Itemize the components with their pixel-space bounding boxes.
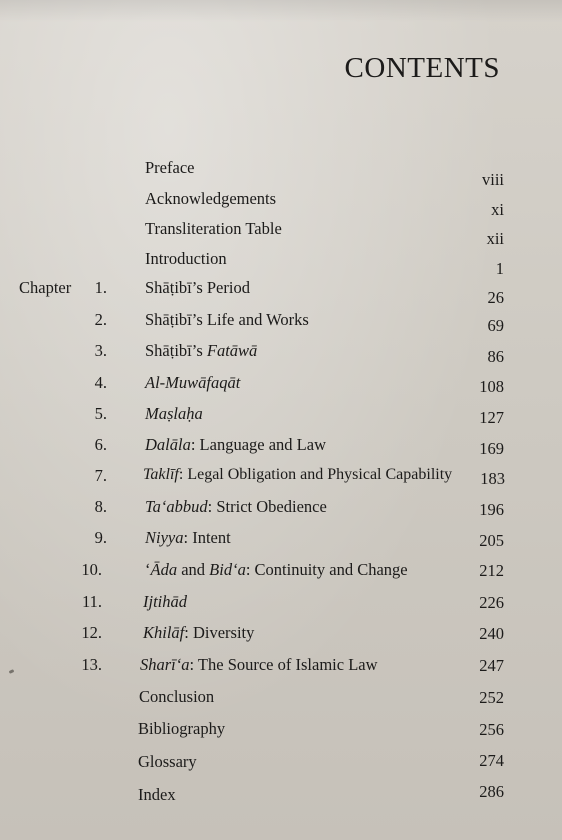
toc-entry-page: 108	[479, 377, 504, 396]
toc-entry-chapter-2	[0, 310, 562, 336]
toc-entry-chapter-12	[0, 623, 562, 649]
toc-entry-label: Shāṭibī’s Life and Works	[145, 310, 309, 329]
toc-entry-label-italic: Ijtihād	[143, 592, 187, 611]
toc-entry-label-italic: Bid‘a	[209, 560, 246, 579]
toc-entry-label: Conclusion	[139, 687, 215, 706]
toc-entry-chapter-6	[0, 435, 562, 461]
toc-entry-transliteration-table	[0, 219, 562, 248]
toc-entry-number: 7.	[94, 466, 107, 485]
toc-entry-chapter-11	[0, 592, 562, 618]
toc-entry-label	[143, 592, 187, 612]
toc-entry-label-text: : Diversity	[184, 623, 255, 642]
toc-entry-label-italic: Maṣlaḥa	[145, 404, 203, 423]
toc-entry-page: 212	[479, 561, 504, 580]
toc-entry-bibliography	[0, 719, 562, 745]
toc-entry-label-italic: Khilāf	[143, 623, 185, 642]
toc-entry-number: 8.	[94, 497, 107, 516]
toc-entry-chapter-1	[0, 278, 562, 307]
toc-entry-label-text: : The Source of Islamic Law	[189, 655, 378, 674]
toc-entry-page: 205	[479, 531, 504, 550]
toc-entry-page: xi	[491, 200, 504, 219]
toc-entry-acknowledgements	[0, 189, 562, 219]
toc-entry-label-italic: Sharī‘a	[140, 655, 190, 674]
toc-entry-label	[145, 560, 408, 580]
toc-entry-chapter-8	[0, 497, 562, 523]
toc-entry-page: 69	[487, 316, 504, 335]
toc-entry-chapter-10	[0, 560, 562, 586]
toc-entry-number: 5.	[94, 404, 107, 423]
toc-entry-page: 247	[479, 656, 504, 675]
toc-entry-label-italic: Taklīf	[143, 466, 179, 483]
toc-entry-chapter-4	[0, 373, 562, 399]
toc-entry-label: Acknowledgements	[145, 189, 277, 208]
toc-entry-number: 12.	[81, 623, 102, 642]
toc-entry-label: Preface	[145, 158, 195, 177]
toc-entry-page: 196	[479, 500, 504, 519]
toc-entry-chapter-9	[0, 528, 562, 554]
toc-entry-page: 183	[480, 469, 505, 488]
toc-entry-glossary	[0, 752, 562, 778]
toc-entry-number: 6.	[94, 435, 107, 454]
chapter-label: Chapter	[19, 278, 72, 297]
toc-entry-page: 169	[479, 439, 504, 458]
toc-entry-page: viii	[481, 170, 504, 189]
toc-entry-chapter-7	[0, 466, 562, 492]
toc-entry-introduction	[0, 249, 562, 278]
toc-entry-label-italic: Āda	[150, 560, 178, 579]
toc-entry-number: 10.	[81, 560, 102, 579]
toc-entry-label-text: ‘	[145, 560, 151, 579]
toc-entry-number: 2.	[94, 310, 107, 329]
toc-entry-page: 86	[487, 347, 504, 366]
toc-entry-label	[145, 528, 231, 548]
toc-entry-label	[145, 404, 203, 424]
toc-entry-label-text: : Language and Law	[190, 435, 326, 454]
toc-entry-label-italic: Dalāla	[145, 435, 191, 454]
toc-entry-page: 26	[487, 288, 504, 307]
toc-entry-label-italic: Ta‘abbud	[145, 497, 208, 516]
toc-entry-chapter-3	[0, 341, 562, 367]
toc-entry-label	[140, 655, 378, 675]
toc-entry-label-text: and	[177, 560, 210, 579]
toc-entry-page: 1	[495, 259, 504, 278]
toc-entry-label: Transliteration Table	[145, 219, 282, 238]
toc-entry-label	[145, 373, 240, 393]
toc-entry-page: 274	[479, 751, 504, 770]
toc-entry-label-italic: Al-Muwāfaqāt	[145, 373, 241, 392]
toc-entry-label: Introduction	[145, 249, 227, 268]
toc-entry-preface	[0, 158, 562, 189]
toc-entry-chapter-5	[0, 404, 562, 430]
toc-entry-label-italic: Fatāwā	[206, 341, 258, 360]
toc-entry-label: Shāṭibī’s Period	[145, 278, 250, 297]
page-title: CONTENTS	[344, 52, 500, 84]
toc-entry-conclusion	[0, 687, 562, 713]
toc-entry-label	[143, 466, 452, 484]
toc-entry-number: 4.	[94, 373, 107, 392]
toc-entry-page: 226	[479, 593, 504, 612]
toc-entry-label	[145, 435, 326, 455]
toc-entry-page: 286	[479, 782, 504, 801]
toc-entry-number: 9.	[94, 528, 107, 547]
toc-entry-label	[143, 623, 254, 643]
toc-entry-label-italic: Niyya	[145, 528, 184, 547]
toc-entry-index	[0, 782, 562, 811]
toc-entry-label: Bibliography	[138, 719, 226, 738]
toc-entry-page: 252	[479, 688, 504, 707]
toc-entry-label-text: : Strict Obedience	[207, 497, 327, 516]
toc-entry-chapter-13	[0, 655, 562, 681]
toc-entry-page: xii	[486, 229, 504, 248]
toc-entry-number: 1.	[94, 278, 107, 297]
toc-entry-label-text: Shāṭibī’s	[145, 341, 207, 360]
toc-entry-label-text: : Legal Obligation and Physical Capability	[178, 466, 453, 483]
toc-entry-page: 127	[479, 408, 504, 427]
toc-entry-number: 11.	[81, 592, 102, 611]
toc-entry-label: Index	[138, 785, 176, 804]
toc-entry-number: 3.	[94, 341, 107, 360]
toc-entry-number: 13.	[81, 655, 102, 674]
toc-entry-label	[145, 497, 327, 517]
toc-entry-page: 240	[479, 624, 504, 643]
toc-entry-page: 256	[479, 720, 504, 739]
toc-entry-label	[145, 341, 257, 361]
toc-entry-label-text: : Continuity and Change	[245, 560, 408, 579]
toc-entry-label-text: : Intent	[183, 528, 231, 547]
toc-entry-label: Glossary	[138, 752, 197, 771]
